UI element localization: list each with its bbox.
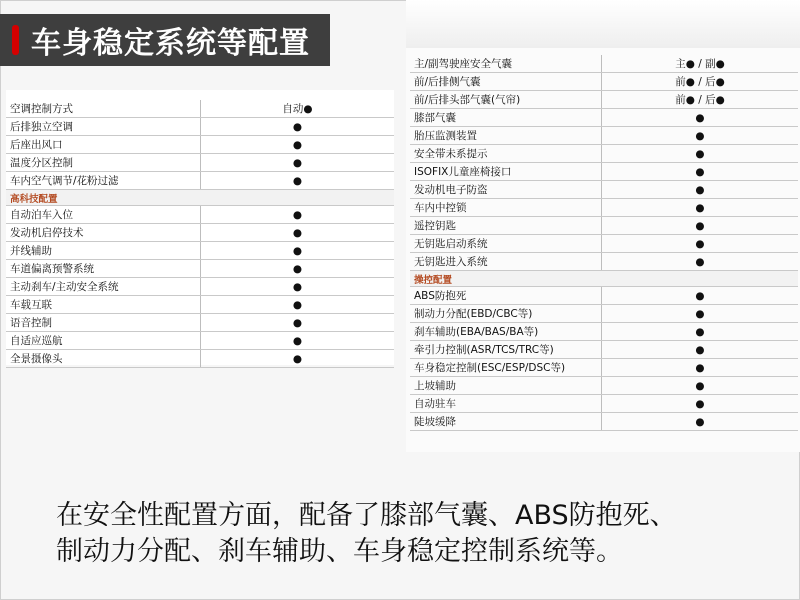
table-row <box>410 217 798 235</box>
feature-value: ● <box>602 109 799 127</box>
right-table-header-strip <box>406 0 800 48</box>
feature-name: 上坡辅助 <box>410 377 602 395</box>
feature-value: ● <box>201 332 395 350</box>
table-row <box>410 287 798 305</box>
table-row <box>6 350 394 368</box>
feature-name: 自动驻车 <box>410 395 602 413</box>
section-header-row <box>410 271 798 287</box>
feature-name: 无钥匙启动系统 <box>410 235 602 253</box>
feature-value: ● <box>602 181 799 199</box>
feature-name: 车内空气调节/花粉过滤 <box>6 172 201 190</box>
feature-name: 牵引力控制(ASR/TCS/TRC等) <box>410 341 602 359</box>
feature-name: 陡坡缓降 <box>410 413 602 431</box>
table-row <box>6 296 394 314</box>
feature-name: 制动力分配(EBD/CBC等) <box>410 305 602 323</box>
table-row <box>410 199 798 217</box>
feature-name: 安全带未系提示 <box>410 145 602 163</box>
table-row <box>410 413 798 431</box>
table-row <box>6 332 394 350</box>
feature-value: ● <box>201 154 395 172</box>
section-header-row <box>6 190 394 206</box>
feature-name: 车内中控锁 <box>410 199 602 217</box>
feature-name: 车身稳定控制(ESC/ESP/DSC等) <box>410 359 602 377</box>
feature-name: 发动机启停技术 <box>6 224 201 242</box>
feature-value: ● <box>201 224 395 242</box>
feature-name: 膝部气囊 <box>410 109 602 127</box>
feature-name: 遥控钥匙 <box>410 217 602 235</box>
feature-name: 后座出风口 <box>6 136 201 154</box>
feature-value: ● <box>201 118 395 136</box>
table-row <box>6 224 394 242</box>
table-row <box>410 305 798 323</box>
feature-name: ABS防抱死 <box>410 287 602 305</box>
caption-line-1: 在安全性配置方面，配备了膝部气囊、ABS防抱死、 <box>56 500 677 531</box>
feature-value: ● <box>602 199 799 217</box>
table-row <box>410 109 798 127</box>
feature-value: ● <box>201 296 395 314</box>
table-row <box>410 253 798 271</box>
feature-value: 前● / 后● <box>602 91 799 109</box>
feature-value: ● <box>602 287 799 305</box>
table-row <box>6 154 394 172</box>
feature-value: ● <box>201 242 395 260</box>
feature-name: 语音控制 <box>6 314 201 332</box>
table-row <box>6 206 394 224</box>
feature-value: 前● / 后● <box>602 73 799 91</box>
feature-name: 并线辅助 <box>6 242 201 260</box>
feature-value: ● <box>201 350 395 368</box>
table-row <box>6 118 394 136</box>
title-accent-bar <box>12 25 19 55</box>
page-title: 车身稳定系统等配置 <box>31 26 310 61</box>
feature-name: 无钥匙进入系统 <box>410 253 602 271</box>
feature-value: ● <box>602 377 799 395</box>
feature-name: 车载互联 <box>6 296 201 314</box>
feature-value: ● <box>602 305 799 323</box>
table-row <box>410 323 798 341</box>
feature-name: 后排独立空调 <box>6 118 201 136</box>
feature-name: 全景摄像头 <box>6 350 201 368</box>
feature-name: ISOFIX儿童座椅接口 <box>410 163 602 181</box>
table-row <box>410 163 798 181</box>
title-banner <box>0 14 330 66</box>
feature-value: ● <box>602 413 799 431</box>
right-spec-table <box>410 55 798 431</box>
feature-value: ● <box>201 314 395 332</box>
feature-value: ● <box>602 127 799 145</box>
table-row <box>410 73 798 91</box>
feature-value: ● <box>201 260 395 278</box>
feature-value: ● <box>201 172 395 190</box>
table-row <box>6 172 394 190</box>
feature-value: ● <box>602 145 799 163</box>
feature-name: 主动刹车/主动安全系统 <box>6 278 201 296</box>
feature-name: 刹车辅助(EBA/BAS/BA等) <box>410 323 602 341</box>
table-row <box>410 91 798 109</box>
feature-value: ● <box>201 278 395 296</box>
feature-value: ● <box>602 217 799 235</box>
feature-name: 自适应巡航 <box>6 332 201 350</box>
section-title: 操控配置 <box>410 271 798 287</box>
feature-value: ● <box>602 235 799 253</box>
table-row <box>6 242 394 260</box>
table-row <box>6 314 394 332</box>
feature-value: ● <box>201 136 395 154</box>
feature-name: 胎压监测装置 <box>410 127 602 145</box>
table-row <box>410 145 798 163</box>
table-row <box>410 377 798 395</box>
feature-value: ● <box>602 341 799 359</box>
feature-value: 主● / 副● <box>602 55 799 73</box>
table-row <box>6 100 394 118</box>
feature-name: 前/后排头部气囊(气帘) <box>410 91 602 109</box>
table-row <box>410 341 798 359</box>
feature-value: 自动● <box>201 100 395 118</box>
feature-value: ● <box>602 395 799 413</box>
table-row <box>6 260 394 278</box>
feature-value: ● <box>602 323 799 341</box>
feature-name: 自动泊车入位 <box>6 206 201 224</box>
table-row <box>6 136 394 154</box>
caption <box>56 498 776 570</box>
feature-value: ● <box>602 163 799 181</box>
left-spec-table <box>6 100 394 368</box>
table-row <box>410 235 798 253</box>
feature-value: ● <box>201 206 395 224</box>
feature-name: 前/后排侧气囊 <box>410 73 602 91</box>
section-title: 高科技配置 <box>6 190 394 206</box>
table-row <box>410 395 798 413</box>
table-row <box>410 181 798 199</box>
table-row <box>410 127 798 145</box>
caption-line-2: 制动力分配、刹车辅助、车身稳定控制系统等。 <box>56 536 623 567</box>
feature-name: 车道偏离预警系统 <box>6 260 201 278</box>
feature-name: 空调控制方式 <box>6 100 201 118</box>
feature-value: ● <box>602 253 799 271</box>
feature-value: ● <box>602 359 799 377</box>
table-row <box>6 278 394 296</box>
feature-name: 温度分区控制 <box>6 154 201 172</box>
feature-name: 发动机电子防盗 <box>410 181 602 199</box>
feature-name: 主/副驾驶座安全气囊 <box>410 55 602 73</box>
table-row <box>410 359 798 377</box>
table-row <box>410 55 798 73</box>
